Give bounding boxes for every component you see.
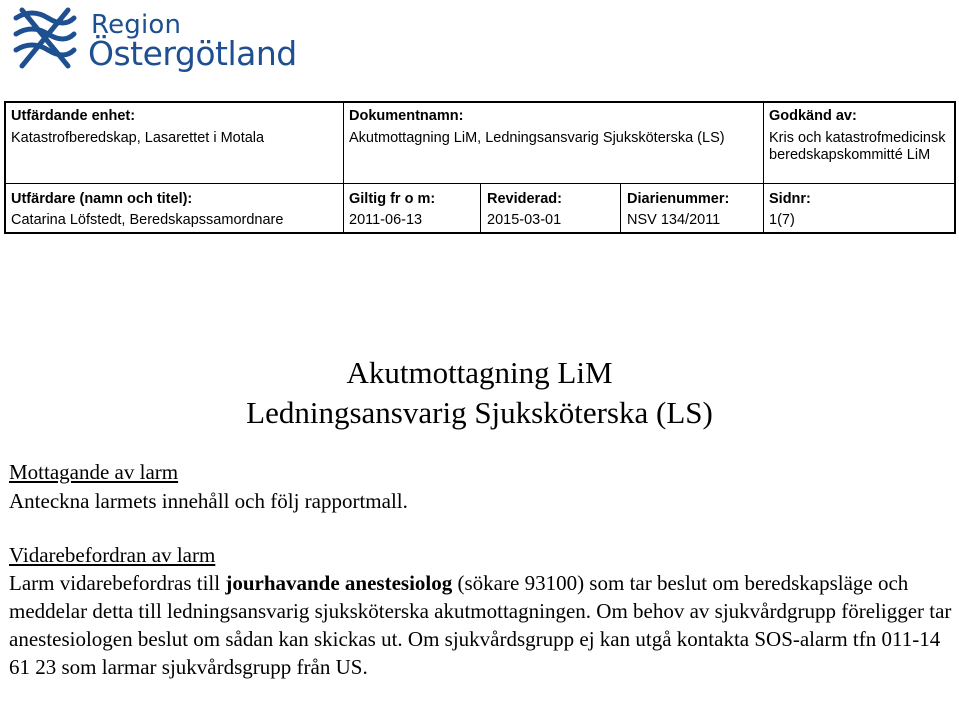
- page-number-cell: [769, 191, 954, 229]
- logo-emblem-icon: [8, 4, 80, 76]
- valid-from-cell: [349, 191, 477, 229]
- page-number-value: 1(7): [769, 212, 795, 228]
- revised-label: Reviderad:: [487, 191, 562, 207]
- document-name-value: Akutmottagning LiM, Ledningsansvarig Sjuksköterska (LS): [349, 130, 725, 146]
- approved-by-label: Godkänd av:: [769, 108, 857, 124]
- document-name-cell: [349, 108, 754, 147]
- issuer-cell: [11, 191, 339, 229]
- forwarding-text-bold: jourhavande anestesiolog: [225, 571, 453, 595]
- region-logo: [8, 4, 297, 76]
- revised-value: 2015-03-01: [487, 212, 562, 228]
- valid-from-label: Giltig fr o m:: [349, 191, 436, 207]
- document-title-line1: Akutmottagning LiM: [346, 355, 613, 390]
- approved-by-value: Kris och katastrofmedicinsk beredskapskommitté LiM: [769, 130, 946, 163]
- page-number-label: Sidnr:: [769, 191, 811, 207]
- receiving-alarm-heading: Mottagande av larm: [9, 460, 179, 484]
- revised-cell: [487, 191, 615, 229]
- issuing-unit-label: Utfärdande enhet:: [11, 108, 136, 124]
- approved-by-cell: [769, 108, 954, 164]
- diary-number-value: NSV 134/2011: [627, 212, 721, 228]
- issuing-unit-cell: [11, 108, 339, 147]
- forwarding-text-start: Larm vidarebefordras till: [9, 571, 226, 595]
- logo-text-ostergotland: Östergötland: [88, 34, 297, 73]
- diary-number-label: Diarienummer:: [627, 191, 730, 207]
- issuer-label: Utfärdare (namn och titel):: [11, 191, 193, 207]
- forwarding-text-rest: (sökare 93100) som tar beslut om beredskapsläge och meddelar detta till ledningsansvarig sjuksköterska akutmottagningen. Om behov av sjukvårdgrupp föreligger tar anestesiologen beslut om sådan kan skickas ut. Om sjukvårdsgrupp ej kan utgå kontakta SOS-alarm tfn 011-14 61 23 som larmar sjukvårdsgrupp från US.: [9, 571, 952, 679]
- document-name-label: Dokumentnamn:: [349, 108, 464, 124]
- issuer-value: Catarina Löfstedt, Beredskapssamordnare: [11, 212, 284, 228]
- document-header-table: [4, 101, 956, 234]
- forwarding-alarm-text: [9, 569, 954, 681]
- valid-from-value: 2011-06-13: [349, 212, 423, 228]
- issuing-unit-value: Katastrofberedskap, Lasarettet i Motala: [11, 130, 265, 146]
- logo-text-region: Region: [91, 10, 182, 40]
- document-title-line2: Ledningsansvarig Sjuksköterska (LS): [246, 395, 713, 430]
- forwarding-alarm-heading: Vidarebefordran av larm: [9, 543, 216, 567]
- receiving-alarm-text: Anteckna larmets innehåll och följ rapportmall.: [9, 489, 408, 513]
- diary-number-cell: [627, 191, 759, 229]
